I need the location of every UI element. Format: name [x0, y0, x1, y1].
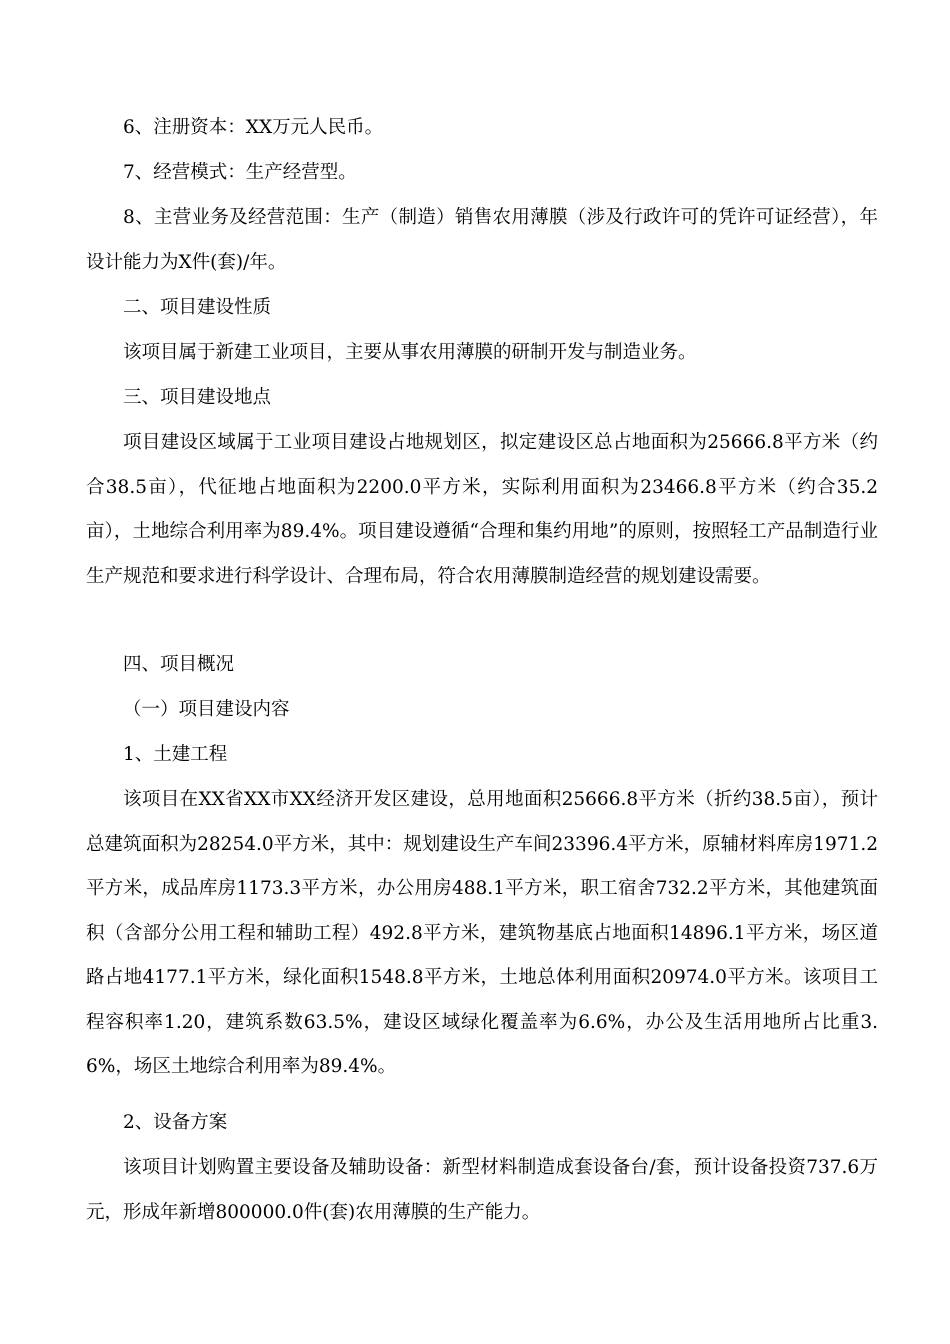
paragraph-business-model: 7、经营模式：生产经营型。 [123, 162, 357, 183]
paragraph-project-location: 项目建设区域属于工业项目建设占地规划区，拟定建设区总占地面积为25666.8平方米（约合38.5亩），代征地占地面积为2200.0平方米，实际利用面积为23466.8平方米（约合35.2亩），土地综合利用率为89.4%。项目建设遵循“合理和集约用地”的原则，按照轻工产品制造行业生产规范和要求进行科学设计、合理布局，符合农用薄膜制造经营的规划建设需要。 [86, 432, 878, 587]
heading-project-overview: 四、项目概况 [123, 654, 235, 675]
paragraph-business-scope: 8、主营业务及经营范围：生产（制造）销售农用薄膜（涉及行政许可的凭许可证经营），年设计能力为X件(套)/年。 [86, 207, 878, 273]
paragraph-project-nature: 该项目属于新建工业项目，主要从事农用薄膜的研制开发与制造业务。 [123, 342, 697, 363]
paragraph-equipment-plan: 该项目计划购置主要设备及辅助设备：新型材料制造成套设备台/套，预计设备投资737.6万元，形成年新增800000.0件(套)农用薄膜的生产能力。 [86, 1157, 878, 1223]
heading-equipment-plan: 2、设备方案 [123, 1112, 228, 1133]
heading-project-nature: 二、项目建设性质 [123, 297, 272, 318]
heading-construction-content: （一）项目建设内容 [123, 699, 290, 720]
paragraph-registered-capital: 6、注册资本：XX万元人民币。 [123, 117, 384, 138]
paragraph-civil-engineering: 该项目在XX省XX市XX经济开发区建设，总用地面积25666.8平方米（折约38.5亩），预计总建筑面积为28254.0平方米，其中：规划建设生产车间23396.4平方米，原辅材料库房1971.2平方米，成品库房1173.3平方米，办公用房488.1平方米，职工宿舍732.2平方米，其他建筑面积（含部分公用工程和辅助工程）492.8平方米，建筑物基底占地面积14896.1平方米，场区道路占地4177.1平方米，绿化面积1548.8平方米，土地总体利用面积20974.0平方米。该项目工程容积率1.20，建筑系数63.5%，建设区域绿化覆盖率为6.6%，办公及生活用地所占比重3.6%，场区土地综合利用率为89.4%。 [86, 789, 878, 1077]
heading-civil-engineering: 1、土建工程 [123, 744, 228, 765]
heading-project-location: 三、项目建设地点 [123, 387, 272, 408]
